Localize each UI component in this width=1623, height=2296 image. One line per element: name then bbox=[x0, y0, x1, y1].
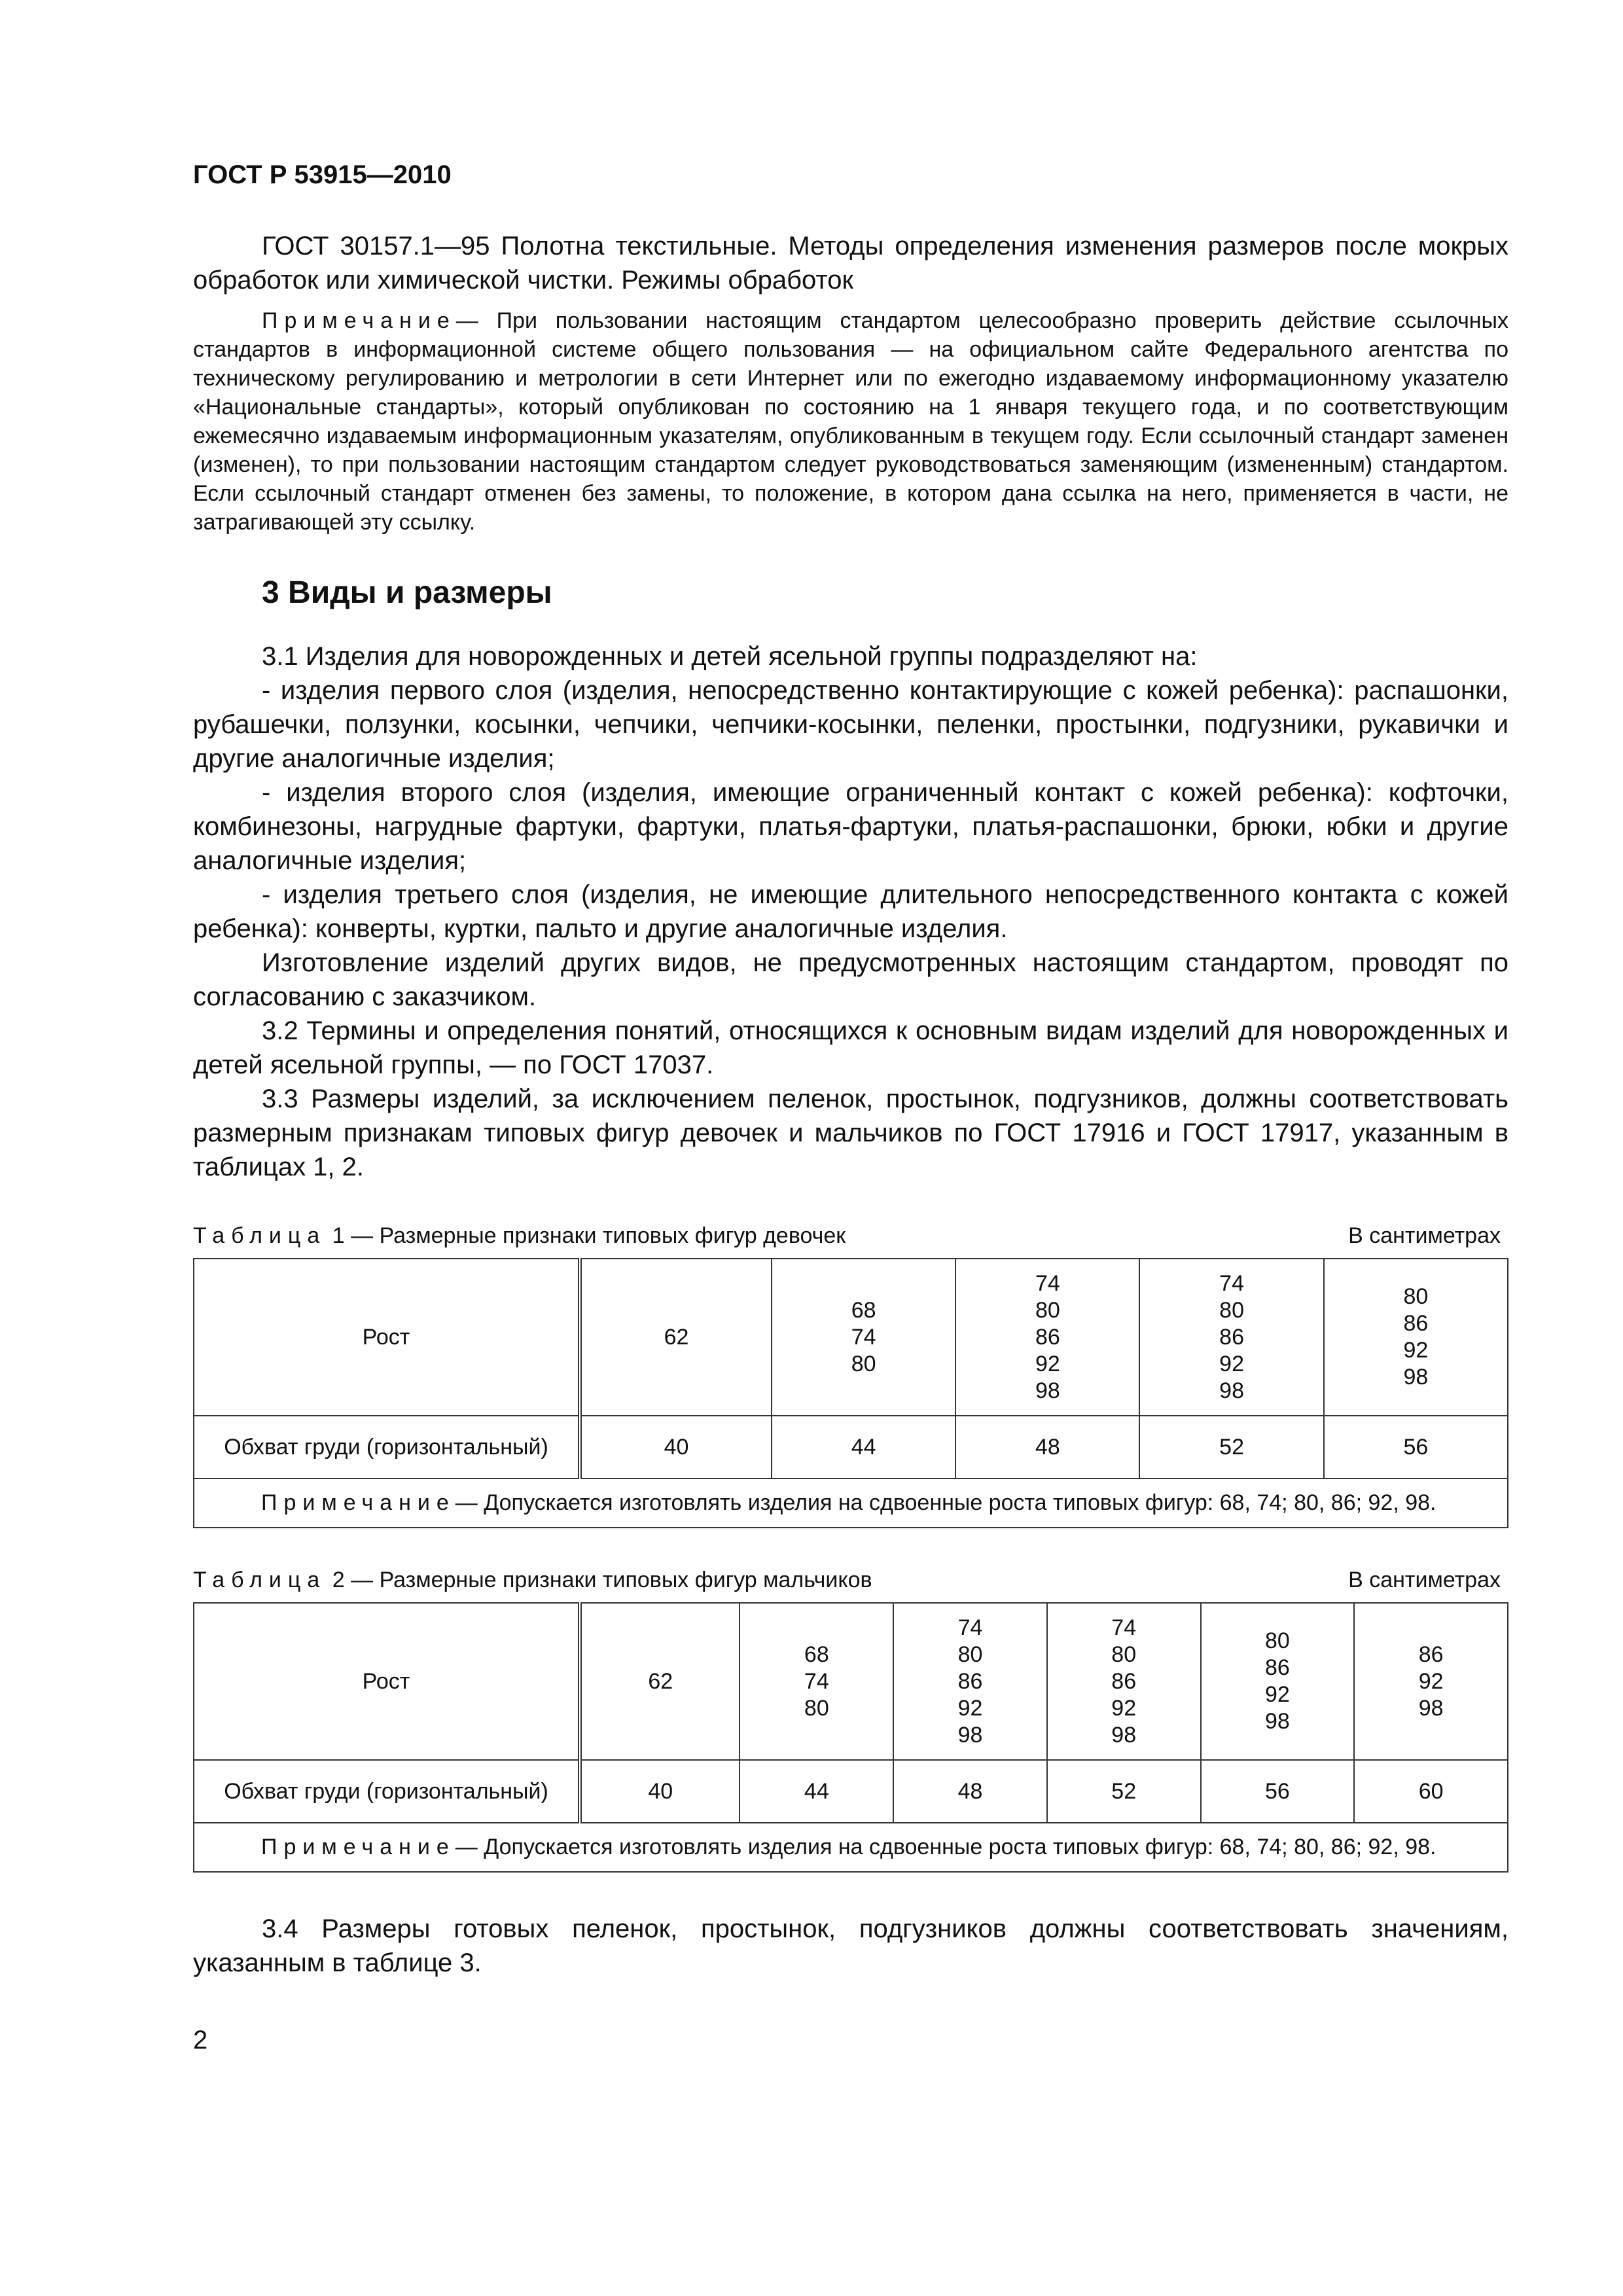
page-number: 2 bbox=[193, 2026, 208, 2054]
cell-value: 92 bbox=[1035, 1351, 1060, 1376]
note-text: — При пользовании настоящим стандартом целесообразно проверить действие ссылочных стандартов в информационной системе общего пользования — на официальном сайте Федерального агентства по техническому регулированию и метрологии в сети Интернет или по ежегодно издаваемому информационному указателю «Национальные стандарты», который опубликован по состоянию на 1 января текущего года, и по соответствующим ежемесячно издаваемым информационным указателям, опубликованным в текущем году. Если ссылочный стандарт заменен (изменен), то при пользовании настоящим стандартом следует руководствоваться заменяющим (измененным) стандартом. Если ссылочный стандарт отменен без замены, то положение, в котором дана ссылка на него, применяется в части, не затрагивающей эту ссылку. bbox=[193, 308, 1508, 535]
section-title: 3 Виды и размеры bbox=[262, 575, 552, 610]
cell-value: 98 bbox=[1418, 1695, 1444, 1721]
table1-cell bbox=[772, 1259, 955, 1416]
table2-cell bbox=[893, 1603, 1047, 1760]
table2-cell: 60 bbox=[1354, 1760, 1508, 1823]
paragraph-3-2: 3.2 Термины и определения понятий, относящихся к основным видам изделий для новорожденных и детей ясельной группы, — по ГОСТ 17037. bbox=[193, 1016, 1508, 1079]
table2-cell bbox=[1201, 1603, 1355, 1760]
cell-value: 98 bbox=[1111, 1722, 1137, 1748]
list-item-third-layer: - изделия третьего слоя (изделия, не имеющие длительного непосредственного контакта с кожей ребенка): конверты, куртки, пальто и другие аналогичные изделия. bbox=[193, 880, 1508, 943]
cell-value: 68 bbox=[851, 1297, 876, 1323]
table1-unit: В сантиметрах bbox=[1348, 1223, 1501, 1248]
table1-cell bbox=[1324, 1259, 1508, 1416]
table1-cell bbox=[955, 1259, 1139, 1416]
table1-title: 1 — Размерные признаки типовых фигур девочек bbox=[332, 1223, 846, 1248]
cell-value: 92 bbox=[1403, 1338, 1429, 1363]
table2-title: 2 — Размерные признаки типовых фигур мальчиков bbox=[332, 1568, 872, 1592]
cell-value: 92 bbox=[1219, 1351, 1244, 1376]
table1-cell bbox=[580, 1259, 772, 1416]
table2-row-chest bbox=[194, 1760, 1508, 1823]
cell-value: 98 bbox=[957, 1722, 983, 1748]
cell-value: 80 bbox=[1035, 1297, 1060, 1323]
cell-value: 74 bbox=[1219, 1270, 1244, 1296]
table1 bbox=[193, 1258, 1508, 1528]
table1-note bbox=[194, 1479, 1508, 1528]
cell-value: 74 bbox=[1111, 1615, 1137, 1640]
cell-value: 74 bbox=[851, 1324, 876, 1350]
cell-value: 98 bbox=[1403, 1365, 1429, 1390]
document-header: ГОСТ Р 53915—2010 bbox=[193, 160, 452, 189]
table1-row-label: Обхват груди (горизонтальный) bbox=[194, 1416, 580, 1479]
cell-value: 80 bbox=[1264, 1628, 1290, 1653]
cell-value: 74 bbox=[804, 1668, 829, 1694]
paragraph-3-4: 3.4 Размеры готовых пеленок, простынок, подгузников должны соответствовать значениям, указанным в таблице 3. bbox=[193, 1914, 1508, 1977]
table1-note-label: Примечание bbox=[261, 1490, 455, 1515]
table1-label: Таблица bbox=[193, 1223, 327, 1248]
table1-row-label: Рост bbox=[194, 1259, 580, 1416]
cell-value: 80 bbox=[1219, 1297, 1244, 1323]
cell-value: 62 bbox=[664, 1324, 689, 1350]
table2-label: Таблица bbox=[193, 1568, 327, 1592]
table1-row-chest bbox=[194, 1416, 1508, 1479]
table2-caption bbox=[193, 1568, 1501, 1593]
table1-note-row bbox=[194, 1479, 1508, 1528]
table1-cell: 44 bbox=[772, 1416, 955, 1479]
cell-value: 80 bbox=[851, 1351, 876, 1376]
table2-row-height bbox=[194, 1603, 1508, 1760]
cell-value: 92 bbox=[1111, 1695, 1137, 1721]
cell-value: 86 bbox=[1403, 1311, 1429, 1336]
cell-value: 92 bbox=[1264, 1682, 1290, 1707]
table1-cell: 52 bbox=[1139, 1416, 1323, 1479]
reference-gost-30157: ГОСТ 30157.1—95 Полотна текстильные. Методы определения изменения размеров после мокрых обработок или химической чистки. Режимы обработок bbox=[193, 232, 1508, 295]
table2-row-label: Обхват груди (горизонтальный) bbox=[194, 1760, 580, 1823]
paragraph-3-1: 3.1 Изделия для новорожденных и детей ясельной группы подразделяют на: bbox=[262, 642, 1198, 671]
table2-cell: 44 bbox=[740, 1760, 893, 1823]
document-page bbox=[193, 160, 1508, 2055]
table2-cell: 40 bbox=[580, 1760, 740, 1823]
table1-cell: 40 bbox=[580, 1416, 772, 1479]
table2-cell bbox=[1354, 1603, 1508, 1760]
cell-value: 98 bbox=[1219, 1378, 1244, 1403]
cell-value: 86 bbox=[1111, 1668, 1137, 1694]
table2-cell: 56 bbox=[1201, 1760, 1355, 1823]
cell-value: 86 bbox=[1035, 1324, 1060, 1350]
table2 bbox=[193, 1602, 1508, 1873]
list-item-second-layer: - изделия второго слоя (изделия, имеющие ограниченный контакт с кожей ребенка): кофточки, комбинезоны, нагрудные фартуки, фартуки, платья-фартуки, платья-распашонки, брюки, юбки и другие аналогичные изделия; bbox=[193, 778, 1508, 875]
cell-value: 74 bbox=[1035, 1270, 1060, 1296]
cell-value: 86 bbox=[957, 1668, 983, 1694]
table2-note-row bbox=[194, 1823, 1508, 1872]
cell-value: 92 bbox=[1418, 1668, 1444, 1694]
table1-cell: 48 bbox=[955, 1416, 1139, 1479]
table2-cell: 48 bbox=[893, 1760, 1047, 1823]
cell-value: 62 bbox=[648, 1668, 673, 1694]
table1-note-text: — Допускается изготовлять изделия на сдвоенные роста типовых фигур: 68, 74; 80, 86; 92, 98. bbox=[455, 1490, 1436, 1515]
table2-note bbox=[194, 1823, 1508, 1872]
cell-value: 86 bbox=[1264, 1655, 1290, 1680]
table2-note-label: Примечание bbox=[261, 1835, 455, 1859]
table1-cell bbox=[1139, 1259, 1323, 1416]
table2-note-text: — Допускается изготовлять изделия на сдвоенные роста типовых фигур: 68, 74; 80, 86; 92, 98. bbox=[455, 1835, 1436, 1859]
paragraph-other-items: Изготовление изделий других видов, не предусмотренных настоящим стандартом, проводят по согласованию с заказчиком. bbox=[193, 948, 1508, 1011]
table1-cell: 56 bbox=[1324, 1416, 1508, 1479]
table2-cell: 52 bbox=[1047, 1760, 1201, 1823]
table2-cell bbox=[580, 1603, 740, 1760]
paragraph-3-3: 3.3 Размеры изделий, за исключением пеленок, простынок, подгузников, должны соответствовать размерным признакам типовых фигур девочек и мальчиков по ГОСТ 17916 и ГОСТ 17917, указанным в таблицах 1, 2. bbox=[193, 1085, 1508, 1181]
note-label: Примечание bbox=[262, 308, 456, 333]
cell-value: 98 bbox=[1264, 1709, 1290, 1734]
cell-value: 86 bbox=[1418, 1641, 1444, 1667]
cell-value: 92 bbox=[957, 1695, 983, 1721]
table2-row-label: Рост bbox=[194, 1603, 580, 1760]
cell-value: 68 bbox=[804, 1641, 829, 1667]
table1-row-height bbox=[194, 1259, 1508, 1416]
table2-unit: В сантиметрах bbox=[1348, 1568, 1501, 1592]
cell-value: 80 bbox=[957, 1641, 983, 1667]
cell-value: 86 bbox=[1219, 1324, 1244, 1350]
cell-value: 80 bbox=[1111, 1641, 1137, 1667]
cell-value: 74 bbox=[957, 1615, 983, 1640]
cell-value: 80 bbox=[804, 1695, 829, 1721]
list-item-first-layer: - изделия первого слоя (изделия, непосредственно контактирующие с кожей ребенка): распашонки, рубашечки, ползунки, косынки, чепчики, чепчики-косынки, пеленки, простынки, подгузники, рукавички и другие аналогичные изделия; bbox=[193, 676, 1508, 773]
table1-caption bbox=[193, 1223, 1501, 1249]
references-note bbox=[193, 306, 1508, 537]
cell-value: 98 bbox=[1035, 1378, 1060, 1403]
table2-cell bbox=[1047, 1603, 1201, 1760]
table2-cell bbox=[740, 1603, 893, 1760]
cell-value: 80 bbox=[1403, 1284, 1429, 1309]
